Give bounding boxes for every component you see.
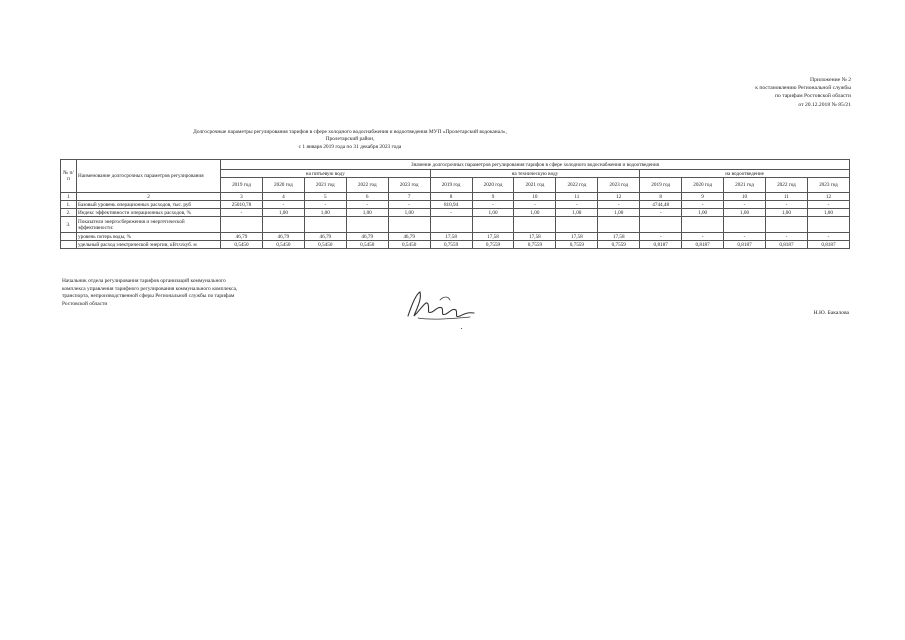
year-header: 2023 год bbox=[807, 178, 849, 193]
value-cell bbox=[472, 217, 514, 233]
column-number: 8 bbox=[640, 193, 682, 201]
value-cell: 0,7559 bbox=[472, 241, 514, 249]
annex-number: Приложение № 2 bbox=[810, 77, 851, 83]
value-cell: - bbox=[472, 201, 514, 209]
year-header: 2022 год bbox=[556, 178, 598, 193]
stray-mark bbox=[461, 328, 462, 329]
value-cell: 25010,78 bbox=[221, 201, 263, 209]
value-cell: 0,7559 bbox=[598, 241, 640, 249]
value-cell bbox=[388, 217, 430, 233]
table-row bbox=[61, 241, 850, 249]
value-cell: - bbox=[388, 201, 430, 209]
value-cell: 46,79 bbox=[221, 233, 263, 241]
value-cell: 0,5450 bbox=[221, 241, 263, 249]
signatory-position bbox=[62, 278, 292, 308]
value-cell: 46,79 bbox=[304, 233, 346, 241]
year-header: 2019 год bbox=[221, 178, 263, 193]
column-number: 4 bbox=[262, 193, 304, 201]
year-header: 2022 год bbox=[346, 178, 388, 193]
value-cell bbox=[262, 217, 304, 233]
year-header: 2023 год bbox=[388, 178, 430, 193]
row-number bbox=[61, 233, 77, 241]
annex-line-2: к постановлению Региональной службы bbox=[755, 85, 851, 92]
value-cell: - bbox=[807, 233, 849, 241]
value-cell: 1,00 bbox=[304, 209, 346, 217]
value-cell: 46,79 bbox=[262, 233, 304, 241]
year-header: 2020 год bbox=[262, 178, 304, 193]
value-cell: - bbox=[598, 201, 640, 209]
value-cell: - bbox=[724, 201, 766, 209]
column-number: 2 bbox=[77, 193, 221, 201]
column-number: 6 bbox=[346, 193, 388, 201]
value-cell: 1,00 bbox=[765, 209, 807, 217]
value-cell bbox=[556, 217, 598, 233]
value-cell: - bbox=[765, 201, 807, 209]
value-cell: 0,8187 bbox=[724, 241, 766, 249]
table-row bbox=[61, 233, 850, 241]
value-cell bbox=[724, 217, 766, 233]
row-parameter-name: Базовый уровень операционных расходов, тыс. руб bbox=[77, 201, 221, 209]
year-header: 2019 год bbox=[430, 178, 472, 193]
value-cell: 0,5450 bbox=[346, 241, 388, 249]
position-line-3: транспорта, непроизводственной сферы Региональной службы по тарифам bbox=[62, 293, 235, 300]
year-header: 2020 год bbox=[472, 178, 514, 193]
value-cell: 1,00 bbox=[388, 209, 430, 217]
value-cell: - bbox=[430, 209, 472, 217]
title-line-3: с 1 января 2019 года по 31 декабря 2023 года bbox=[298, 143, 402, 150]
value-cell: 1,00 bbox=[682, 209, 724, 217]
year-header: 2023 год bbox=[598, 178, 640, 193]
group-wastewater: на водоотведение bbox=[640, 170, 850, 178]
value-cell: - bbox=[807, 201, 849, 209]
value-cell: 1,00 bbox=[346, 209, 388, 217]
value-cell: - bbox=[640, 209, 682, 217]
value-cell bbox=[430, 217, 472, 233]
value-cell bbox=[640, 217, 682, 233]
value-cell: 17,58 bbox=[472, 233, 514, 241]
row-parameter-name: Показатели энергосбережения и энергетической эффективности: bbox=[77, 217, 221, 233]
column-number: 5 bbox=[304, 193, 346, 201]
value-cell: 0,5450 bbox=[388, 241, 430, 249]
value-cell: 0,8187 bbox=[807, 241, 849, 249]
value-cell bbox=[221, 217, 263, 233]
value-cell: 1,00 bbox=[807, 209, 849, 217]
header-values: Значение долгосрочных параметров регулирования тарифов в сфере холодного водоснабжения и водоотведения bbox=[221, 160, 850, 170]
value-cell bbox=[598, 217, 640, 233]
value-cell: - bbox=[640, 233, 682, 241]
value-cell: 0,8187 bbox=[682, 241, 724, 249]
value-cell: 17,58 bbox=[556, 233, 598, 241]
value-cell: 46,79 bbox=[346, 233, 388, 241]
column-number: 9 bbox=[682, 193, 724, 201]
value-cell bbox=[514, 217, 556, 233]
value-cell: 0,7559 bbox=[430, 241, 472, 249]
annex-header bbox=[611, 76, 851, 109]
value-cell: - bbox=[304, 201, 346, 209]
title-line-2: Пролетарский район, bbox=[325, 136, 375, 143]
value-cell: 46,79 bbox=[388, 233, 430, 241]
value-cell: 0,5450 bbox=[262, 241, 304, 249]
value-cell: - bbox=[724, 233, 766, 241]
document-title bbox=[150, 129, 550, 151]
table-row bbox=[61, 201, 850, 209]
value-cell: - bbox=[556, 201, 598, 209]
column-number: 10 bbox=[724, 193, 766, 201]
year-header: 2019 год bbox=[640, 178, 682, 193]
value-cell: 1,00 bbox=[262, 209, 304, 217]
column-number: 10 bbox=[514, 193, 556, 201]
value-cell: 17,58 bbox=[598, 233, 640, 241]
value-cell: 0,7559 bbox=[514, 241, 556, 249]
signatory-name: Н.Ю. Бакалова bbox=[813, 310, 849, 316]
value-cell: 810,94 bbox=[430, 201, 472, 209]
row-parameter-name: удельный расход электрической энергии, кВт.ч/куб. м bbox=[77, 241, 221, 249]
value-cell: 4744,48 bbox=[640, 201, 682, 209]
row-parameter-name: уровень потерь воды, % bbox=[77, 233, 221, 241]
position-line-4: Ростовской области bbox=[62, 300, 108, 307]
position-line-1: Начальник отдела регулирования тарифов организаций коммунального bbox=[62, 278, 226, 284]
value-cell: - bbox=[262, 201, 304, 209]
column-number: 11 bbox=[765, 193, 807, 201]
column-number: 1 bbox=[61, 193, 77, 201]
column-number: 9 bbox=[472, 193, 514, 201]
value-cell: - bbox=[765, 233, 807, 241]
value-cell bbox=[304, 217, 346, 233]
value-cell: 17,58 bbox=[430, 233, 472, 241]
value-cell bbox=[682, 217, 724, 233]
value-cell bbox=[765, 217, 807, 233]
value-cell: - bbox=[514, 201, 556, 209]
handwritten-signature bbox=[400, 286, 480, 326]
value-cell: 0,5450 bbox=[304, 241, 346, 249]
value-cell: - bbox=[682, 201, 724, 209]
value-cell: 1,00 bbox=[724, 209, 766, 217]
row-parameter-name: Индекс эффективности операционных расходов, % bbox=[77, 209, 221, 217]
column-numbers-row bbox=[61, 193, 850, 201]
value-cell: - bbox=[221, 209, 263, 217]
year-header: 2021 год bbox=[514, 178, 556, 193]
value-cell: 1,00 bbox=[556, 209, 598, 217]
header-num: № п/п bbox=[61, 160, 77, 193]
value-cell: 1,00 bbox=[472, 209, 514, 217]
value-cell: 0,8187 bbox=[640, 241, 682, 249]
value-cell bbox=[807, 217, 849, 233]
value-cell: 17,58 bbox=[514, 233, 556, 241]
row-number: 1. bbox=[61, 201, 77, 209]
value-cell: - bbox=[682, 233, 724, 241]
title-line-1: Долгосрочные параметры регулирования тарифов в сфере холодного водоснабжения и водоотведения МУП «Пролетарский водоканал», bbox=[193, 129, 507, 135]
column-number: 8 bbox=[430, 193, 472, 201]
table-body bbox=[61, 193, 850, 249]
year-header: 2020 год bbox=[682, 178, 724, 193]
group-technical-water: на техническую воду bbox=[430, 170, 640, 178]
column-number: 7 bbox=[388, 193, 430, 201]
row-number: 2. bbox=[61, 209, 77, 217]
year-header: 2022 год bbox=[765, 178, 807, 193]
header-name: Наименование долгосрочных параметров регулирования bbox=[77, 160, 221, 193]
row-number: 3. bbox=[61, 217, 77, 233]
table-row bbox=[61, 217, 850, 233]
value-cell: 1,00 bbox=[598, 209, 640, 217]
column-number: 3 bbox=[221, 193, 263, 201]
value-cell bbox=[346, 217, 388, 233]
column-number: 12 bbox=[598, 193, 640, 201]
table-row bbox=[61, 209, 850, 217]
annex-line-3: по тарифам Ростовской области bbox=[775, 93, 851, 100]
column-number: 11 bbox=[556, 193, 598, 201]
value-cell: - bbox=[346, 201, 388, 209]
year-header: 2021 год bbox=[724, 178, 766, 193]
row-number bbox=[61, 241, 77, 249]
value-cell: 0,8187 bbox=[765, 241, 807, 249]
year-header: 2021 год bbox=[304, 178, 346, 193]
group-drinking-water: на питьевую воду bbox=[221, 170, 431, 178]
value-cell: 1,00 bbox=[514, 209, 556, 217]
value-cell: 0,7559 bbox=[556, 241, 598, 249]
column-number: 12 bbox=[807, 193, 849, 201]
position-line-2: комплекса управления тарифного регулирования коммунального комплекса, bbox=[62, 285, 238, 292]
annex-line-4: от 20.12.2018 № 85/21 bbox=[798, 101, 851, 108]
parameters-table bbox=[60, 159, 850, 249]
